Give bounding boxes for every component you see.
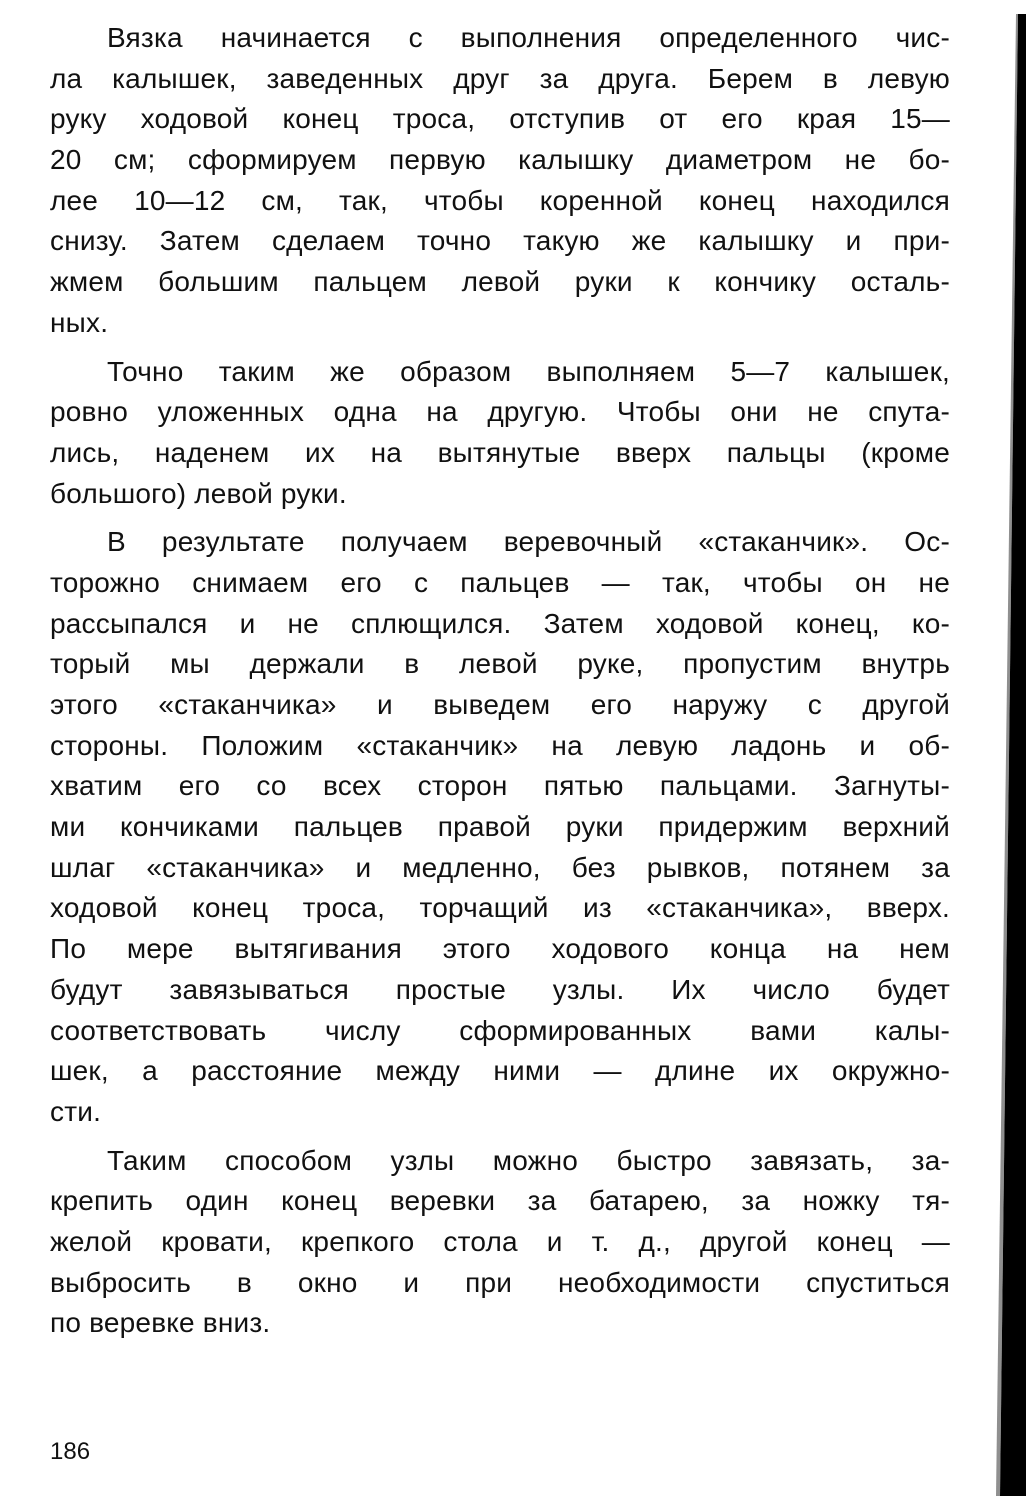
text-line: крепить один конец веревки за батарею, за ножку тя- — [50, 1185, 950, 1217]
body-text — [50, 18, 950, 1344]
text-line: шлаг «стаканчика» и медленно, без рывков, потянем за — [50, 851, 950, 883]
text-line: ми кончиками пальцев правой руки придержим верхний — [50, 811, 950, 843]
text-line: снизу. Затем сделаем точно такую же калышку и при- — [50, 225, 950, 257]
text-line: лее 10—12 см, так, чтобы коренной конец находился — [50, 184, 950, 216]
page-number: 186 — [50, 1438, 91, 1465]
text-line: ходовой конец троса, торчащий из «стаканчика», вверх. — [50, 892, 950, 924]
paragraph-1 — [50, 18, 950, 344]
paragraph-4 — [50, 1141, 950, 1344]
paragraph-gap — [50, 344, 950, 352]
text-line: большого) левой руки. — [50, 477, 347, 509]
text-line: По мере вытягивания этого ходового конца на нем — [50, 933, 950, 965]
text-line: ровно уложенных одна на другую. Чтобы они не спута- — [50, 396, 950, 428]
text-line: рассыпался и не сплющился. Затем ходовой конец, ко- — [50, 607, 950, 639]
paragraph-3 — [50, 522, 950, 1132]
text-line: будут завязываться простые узлы. Их число будет — [50, 973, 950, 1005]
text-line: торый мы держали в левой руке, пропустим внутрь — [50, 648, 950, 680]
text-line: желой кровати, крепкого стола и т. д., другой конец — — [50, 1225, 950, 1257]
text-line: соответствовать числу сформированных вами калы- — [50, 1014, 950, 1046]
text-line: ных. — [50, 306, 109, 338]
text-line: 20 см; сформируем первую калышку диаметром не бо- — [50, 144, 950, 176]
text-line: жмем большим пальцем левой руки к кончику осталь- — [50, 266, 950, 298]
text-line: лись, наденем их на вытянутые вверх пальцы (кроме — [50, 436, 950, 468]
paragraph-gap — [50, 1133, 950, 1141]
text-line: сти. — [50, 1095, 102, 1127]
paragraph-gap — [50, 514, 950, 522]
text-line: этого «стаканчика» и выведем его наружу с другой — [50, 689, 950, 720]
text-line: стороны. Положим «стаканчик» на левую ладонь и об- — [50, 729, 950, 761]
text-line: хватим его со всех сторон пятью пальцами. Загнуты- — [50, 770, 950, 802]
text-line: Точно таким же образом выполняем 5—7 калышек, — [107, 355, 950, 387]
text-line: руку ходовой конец троса, отступив от его края 15— — [50, 103, 950, 135]
text-line: по веревке вниз. — [50, 1307, 271, 1339]
text-line: Вязка начинается с выполнения определенного чис- — [107, 22, 950, 53]
paragraph-2 — [50, 352, 950, 515]
text-line: ла калышек, заведенных друг за друга. Берем в левую — [50, 62, 950, 94]
text-line: Таким способом узлы можно быстро завязать, за- — [107, 1144, 950, 1176]
scan-edge-shadow — [986, 14, 1026, 1496]
text-line: В результате получаем веревочный «стаканчик». Ос- — [107, 526, 950, 558]
text-line: шек, а расстояние между ними — длине их окружно- — [50, 1055, 950, 1087]
text-line: торожно снимаем его с пальцев — так, чтобы он не — [50, 566, 950, 598]
text-line: выбросить в окно и при необходимости спуститься — [50, 1266, 950, 1298]
